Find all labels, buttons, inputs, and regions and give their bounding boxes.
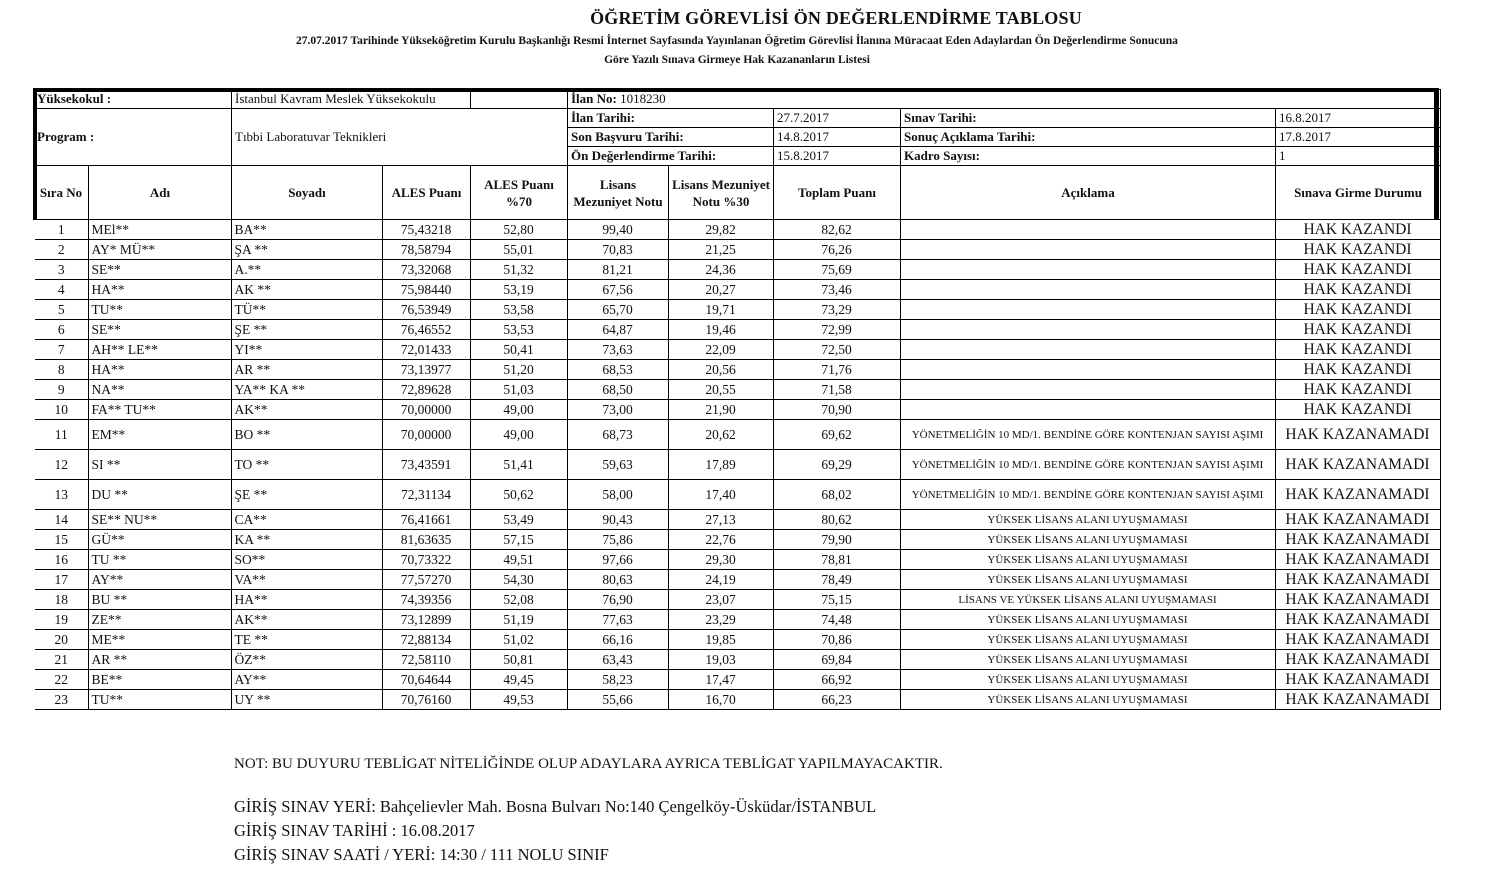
cell-ales70: 49,51	[470, 550, 567, 570]
cell-toplam: 75,69	[773, 260, 900, 280]
table-row	[35, 300, 1440, 320]
cell-aciklama	[900, 260, 1275, 280]
cell-adi: AH** LE**	[88, 340, 231, 360]
cell-soyadi: HA**	[231, 590, 382, 610]
cell-lisans30: 29,30	[668, 550, 773, 570]
cell-durum: HAK KAZANAMADI	[1275, 480, 1440, 510]
cell-lisans30: 27,13	[668, 510, 773, 530]
cell-ales: 70,76160	[382, 690, 470, 710]
col-header-aciklama: Açıklama	[901, 166, 1276, 220]
table-row	[35, 280, 1440, 300]
cell-lisans30: 22,76	[668, 530, 773, 550]
cell-aciklama	[900, 220, 1275, 240]
table-row	[35, 420, 1440, 450]
cell-durum: HAK KAZANDI	[1275, 260, 1440, 280]
table-row	[35, 480, 1440, 510]
cell-toplam: 69,84	[773, 650, 900, 670]
cell-soyadi: CA**	[231, 510, 382, 530]
cell-soyadi: TO **	[231, 450, 382, 480]
cell-toplam: 75,15	[773, 590, 900, 610]
cell-ales70: 49,45	[470, 670, 567, 690]
cell-soyadi: SO**	[231, 550, 382, 570]
cell-ales70: 49,00	[470, 420, 567, 450]
cell-ales: 72,88134	[382, 630, 470, 650]
col-header-ales70: ALES Puanı %70	[471, 166, 568, 220]
cell-lisans30: 23,07	[668, 590, 773, 610]
page-title: ÖĞRETİM GÖREVLİSİ ÖN DEĞERLENDİRME TABLOSU	[590, 8, 1082, 28]
cell-toplam: 71,76	[773, 360, 900, 380]
cell-soyadi: YI**	[231, 340, 382, 360]
cell-lisans: 76,90	[567, 590, 668, 610]
cell-ales70: 57,15	[470, 530, 567, 550]
on-degerlendirme-label: Ön Değerlendirme Tarihi:	[568, 147, 774, 166]
cell-adi: SI **	[88, 450, 231, 480]
cell-adi: AY**	[88, 570, 231, 590]
cell-durum: HAK KAZANDI	[1275, 300, 1440, 320]
table-row	[35, 550, 1440, 570]
cell-ales70: 54,30	[470, 570, 567, 590]
cell-lisans30: 21,90	[668, 400, 773, 420]
cell-adi: GÜ**	[88, 530, 231, 550]
cell-soyadi: AK**	[231, 610, 382, 630]
cell-durum: HAK KAZANAMADI	[1275, 510, 1440, 530]
table-row	[35, 380, 1440, 400]
cell-aciklama: YÖNETMELİĞİN 10 MD/1. BENDİNE GÖRE KONTENJAN SAYISI AŞIMI	[900, 420, 1275, 450]
cell-ales70: 51,32	[470, 260, 567, 280]
cell-sira: 14	[35, 510, 88, 530]
cell-toplam: 74,48	[773, 610, 900, 630]
cell-lisans: 73,00	[567, 400, 668, 420]
cell-ales: 70,00000	[382, 400, 470, 420]
son-basvuru-label: Son Başvuru Tarihi:	[568, 128, 774, 147]
cell-sira: 22	[35, 670, 88, 690]
cell-lisans: 64,87	[567, 320, 668, 340]
cell-toplam: 71,58	[773, 380, 900, 400]
cell-durum: HAK KAZANDI	[1275, 400, 1440, 420]
cell-ales70: 52,80	[470, 220, 567, 240]
cell-durum: HAK KAZANDI	[1275, 320, 1440, 340]
cell-soyadi: UY **	[231, 690, 382, 710]
cell-soyadi: VA**	[231, 570, 382, 590]
cell-aciklama: YÖNETMELİĞİN 10 MD/1. BENDİNE GÖRE KONTENJAN SAYISI AŞIMI	[900, 480, 1275, 510]
cell-soyadi: KA **	[231, 530, 382, 550]
cell-sira: 18	[35, 590, 88, 610]
sonuc-label: Sonuç Açıklama Tarihi:	[901, 128, 1276, 147]
footer-exam-date: GİRİŞ SINAV TARİHİ : 16.08.2017	[234, 821, 475, 840]
cell-lisans30: 19,71	[668, 300, 773, 320]
cell-lisans: 67,56	[567, 280, 668, 300]
cell-ales70: 49,53	[470, 690, 567, 710]
cell-ales: 76,46552	[382, 320, 470, 340]
cell-ales: 75,98440	[382, 280, 470, 300]
cell-durum: HAK KAZANAMADI	[1275, 420, 1440, 450]
table-row	[35, 530, 1440, 550]
cell-soyadi: ŞA **	[231, 240, 382, 260]
sonuc-value: 17.8.2017	[1276, 128, 1441, 147]
cell-lisans30: 19,46	[668, 320, 773, 340]
candidates-table	[35, 220, 1441, 710]
info-header-table	[33, 89, 1441, 220]
cell-sira: 6	[35, 320, 88, 340]
cell-ales: 81,63635	[382, 530, 470, 550]
cell-toplam: 80,62	[773, 510, 900, 530]
cell-adi: ME**	[88, 630, 231, 650]
cell-soyadi: AK**	[231, 400, 382, 420]
cell-adi: TU**	[88, 690, 231, 710]
cell-sira: 9	[35, 380, 88, 400]
cell-toplam: 70,86	[773, 630, 900, 650]
cell-aciklama	[900, 300, 1275, 320]
cell-ales: 73,32068	[382, 260, 470, 280]
cell-adi: SE**	[88, 320, 231, 340]
cell-adi: AY* MÜ**	[88, 240, 231, 260]
cell-adi: SE** NU**	[88, 510, 231, 530]
cell-soyadi: AY**	[231, 670, 382, 690]
kadro-value: 1	[1276, 147, 1441, 166]
cell-lisans: 65,70	[567, 300, 668, 320]
cell-aciklama: YÖNETMELİĞİN 10 MD/1. BENDİNE GÖRE KONTENJAN SAYISI AŞIMI	[900, 450, 1275, 480]
cell-ales70: 51,02	[470, 630, 567, 650]
yuksekokul-value: İstanbul Kavram Meslek Yüksekokulu	[232, 90, 471, 109]
cell-durum: HAK KAZANAMADI	[1275, 570, 1440, 590]
cell-ales: 73,43591	[382, 450, 470, 480]
cell-lisans: 68,50	[567, 380, 668, 400]
cell-adi: HA**	[88, 280, 231, 300]
cell-toplam: 68,02	[773, 480, 900, 510]
cell-lisans30: 24,36	[668, 260, 773, 280]
table-row	[35, 450, 1440, 480]
cell-ales70: 50,81	[470, 650, 567, 670]
table-row	[35, 400, 1440, 420]
cell-lisans30: 20,62	[668, 420, 773, 450]
cell-sira: 5	[35, 300, 88, 320]
cell-toplam: 69,29	[773, 450, 900, 480]
cell-lisans: 58,00	[567, 480, 668, 510]
cell-sira: 4	[35, 280, 88, 300]
cell-soyadi: TÜ**	[231, 300, 382, 320]
cell-durum: HAK KAZANDI	[1275, 280, 1440, 300]
cell-lisans: 97,66	[567, 550, 668, 570]
cell-ales70: 51,03	[470, 380, 567, 400]
cell-lisans30: 17,47	[668, 670, 773, 690]
cell-ales70: 53,58	[470, 300, 567, 320]
cell-lisans30: 20,27	[668, 280, 773, 300]
cell-lisans30: 29,82	[668, 220, 773, 240]
ilan-no-label: İlan No:	[571, 91, 617, 106]
table-row	[35, 260, 1440, 280]
cell-soyadi: ŞE **	[231, 320, 382, 340]
cell-durum: HAK KAZANAMADI	[1275, 650, 1440, 670]
sinav-tarihi-label: Sınav Tarihi:	[901, 109, 1276, 128]
cell-ales: 72,31134	[382, 480, 470, 510]
cell-aciklama	[900, 240, 1275, 260]
cell-aciklama: YÜKSEK LİSANS ALANI UYUŞMAMASI	[900, 510, 1275, 530]
cell-ales70: 53,53	[470, 320, 567, 340]
cell-durum: HAK KAZANDI	[1275, 360, 1440, 380]
cell-soyadi: AK **	[231, 280, 382, 300]
cell-ales70: 49,00	[470, 400, 567, 420]
cell-lisans30: 20,56	[668, 360, 773, 380]
cell-sira: 12	[35, 450, 88, 480]
cell-soyadi: TE **	[231, 630, 382, 650]
cell-aciklama: YÜKSEK LİSANS ALANI UYUŞMAMASI	[900, 650, 1275, 670]
cell-lisans: 90,43	[567, 510, 668, 530]
cell-ales: 72,58110	[382, 650, 470, 670]
cell-toplam: 70,90	[773, 400, 900, 420]
cell-lisans: 68,73	[567, 420, 668, 450]
cell-soyadi: BO **	[231, 420, 382, 450]
cell-lisans: 99,40	[567, 220, 668, 240]
yuksekokul-label: Yüksekokul :	[34, 90, 232, 109]
cell-adi: FA** TU**	[88, 400, 231, 420]
cell-soyadi: ŞE **	[231, 480, 382, 510]
cell-lisans: 68,53	[567, 360, 668, 380]
cell-sira: 23	[35, 690, 88, 710]
cell-sira: 15	[35, 530, 88, 550]
cell-aciklama	[900, 320, 1275, 340]
table-row	[35, 510, 1440, 530]
cell-toplam: 79,90	[773, 530, 900, 550]
cell-aciklama: YÜKSEK LİSANS ALANI UYUŞMAMASI	[900, 630, 1275, 650]
cell-durum: HAK KAZANAMADI	[1275, 590, 1440, 610]
empty-cell	[471, 90, 568, 109]
son-basvuru-value: 14.8.2017	[774, 128, 901, 147]
cell-lisans: 66,16	[567, 630, 668, 650]
cell-ales: 72,89628	[382, 380, 470, 400]
cell-toplam: 69,62	[773, 420, 900, 450]
cell-lisans: 70,83	[567, 240, 668, 260]
col-header-toplam: Toplam Puanı	[774, 166, 901, 220]
footer-exam-time: GİRİŞ SINAV SAATİ / YERİ: 14:30 / 111 NOLU SINIF	[234, 845, 609, 864]
program-label: Program :	[34, 109, 232, 166]
cell-durum: HAK KAZANDI	[1275, 380, 1440, 400]
cell-toplam: 73,29	[773, 300, 900, 320]
cell-adi: MEl**	[88, 220, 231, 240]
cell-adi: TU**	[88, 300, 231, 320]
ilan-tarihi-value: 27.7.2017	[774, 109, 901, 128]
table-row	[35, 630, 1440, 650]
cell-sira: 19	[35, 610, 88, 630]
cell-sira: 11	[35, 420, 88, 450]
cell-sira: 1	[35, 220, 88, 240]
cell-ales70: 51,19	[470, 610, 567, 630]
col-header-lisans: Lisans Mezuniyet Notu	[568, 166, 669, 220]
cell-soyadi: AR **	[231, 360, 382, 380]
ilan-no-value: 1018230	[620, 91, 666, 106]
cell-aciklama	[900, 400, 1275, 420]
cell-toplam: 76,26	[773, 240, 900, 260]
cell-lisans30: 21,25	[668, 240, 773, 260]
cell-adi: NA**	[88, 380, 231, 400]
cell-sira: 13	[35, 480, 88, 510]
cell-lisans30: 24,19	[668, 570, 773, 590]
col-header-lisans30: Lisans Mezuniyet Notu %30	[669, 166, 774, 220]
table-row	[35, 240, 1440, 260]
cell-aciklama: LİSANS VE YÜKSEK LİSANS ALANI UYUŞMAMASI	[900, 590, 1275, 610]
cell-aciklama	[900, 340, 1275, 360]
cell-durum: HAK KAZANDI	[1275, 340, 1440, 360]
cell-toplam: 78,81	[773, 550, 900, 570]
footer-exam-place: GİRİŞ SINAV YERİ: Bahçelievler Mah. Bosna Bulvarı No:140 Çengelköy-Üsküdar/İSTANBUL	[234, 797, 877, 816]
cell-aciklama: YÜKSEK LİSANS ALANI UYUŞMAMASI	[900, 690, 1275, 710]
cell-durum: HAK KAZANAMADI	[1275, 610, 1440, 630]
cell-lisans30: 19,03	[668, 650, 773, 670]
cell-sira: 8	[35, 360, 88, 380]
cell-adi: BE**	[88, 670, 231, 690]
cell-ales: 74,39356	[382, 590, 470, 610]
cell-adi: TU **	[88, 550, 231, 570]
table-row	[35, 590, 1440, 610]
sinav-tarihi-value: 16.8.2017	[1276, 109, 1441, 128]
cell-adi: HA**	[88, 360, 231, 380]
cell-ales: 70,00000	[382, 420, 470, 450]
cell-ales70: 50,62	[470, 480, 567, 510]
table-row	[35, 220, 1440, 240]
cell-soyadi: A.**	[231, 260, 382, 280]
cell-aciklama	[900, 360, 1275, 380]
cell-durum: HAK KAZANAMADI	[1275, 530, 1440, 550]
cell-ales: 70,73322	[382, 550, 470, 570]
cell-ales: 77,57270	[382, 570, 470, 590]
cell-durum: HAK KAZANAMADI	[1275, 670, 1440, 690]
cell-lisans30: 22,09	[668, 340, 773, 360]
cell-ales: 72,01433	[382, 340, 470, 360]
cell-sira: 7	[35, 340, 88, 360]
cell-sira: 21	[35, 650, 88, 670]
cell-lisans: 80,63	[567, 570, 668, 590]
cell-durum: HAK KAZANDI	[1275, 240, 1440, 260]
program-value: Tıbbi Laboratuvar Teknikleri	[232, 109, 568, 166]
table-row	[35, 670, 1440, 690]
cell-ales: 78,58794	[382, 240, 470, 260]
cell-ales70: 50,41	[470, 340, 567, 360]
cell-durum: HAK KAZANAMADI	[1275, 690, 1440, 710]
cell-ales70: 53,19	[470, 280, 567, 300]
cell-lisans: 81,21	[567, 260, 668, 280]
cell-aciklama	[900, 380, 1275, 400]
cell-lisans30: 17,40	[668, 480, 773, 510]
on-degerlendirme-value: 15.8.2017	[774, 147, 901, 166]
cell-lisans30: 20,55	[668, 380, 773, 400]
cell-ales: 70,64644	[382, 670, 470, 690]
cell-ales70: 51,20	[470, 360, 567, 380]
table-row	[35, 340, 1440, 360]
table-row	[35, 610, 1440, 630]
cell-ales: 76,53949	[382, 300, 470, 320]
cell-lisans: 59,63	[567, 450, 668, 480]
page-subtitle-line1: 27.07.2017 Tarihinde Yükseköğretim Kurulu Başkanlığı Resmi İnternet Sayfasında Yayınlanan Öğretim Görevlisi İlanına Müracaat Eden Adaylardan Ön Değerlendirme Sonucuna	[296, 35, 1178, 47]
cell-soyadi: ÖZ**	[231, 650, 382, 670]
page-subtitle-line2: Göre Yazılı Sınava Girmeye Hak Kazananların Listesi	[604, 54, 870, 66]
cell-aciklama: YÜKSEK LİSANS ALANI UYUŞMAMASI	[900, 670, 1275, 690]
cell-sira: 10	[35, 400, 88, 420]
cell-adi: BU **	[88, 590, 231, 610]
col-header-durum: Sınava Girme Durumu	[1276, 166, 1441, 220]
cell-ales70: 55,01	[470, 240, 567, 260]
cell-lisans: 77,63	[567, 610, 668, 630]
cell-durum: HAK KAZANAMADI	[1275, 550, 1440, 570]
cell-aciklama: YÜKSEK LİSANS ALANI UYUŞMAMASI	[900, 610, 1275, 630]
cell-ales: 76,41661	[382, 510, 470, 530]
cell-aciklama: YÜKSEK LİSANS ALANI UYUŞMAMASI	[900, 530, 1275, 550]
cell-soyadi: BA**	[231, 220, 382, 240]
table-row	[35, 570, 1440, 590]
cell-toplam: 82,62	[773, 220, 900, 240]
cell-ales: 73,12899	[382, 610, 470, 630]
cell-lisans: 55,66	[567, 690, 668, 710]
cell-aciklama: YÜKSEK LİSANS ALANI UYUŞMAMASI	[900, 570, 1275, 590]
kadro-label: Kadro Sayısı:	[901, 147, 1276, 166]
ilan-tarihi-label: İlan Tarihi:	[568, 109, 774, 128]
cell-adi: EM**	[88, 420, 231, 450]
cell-ales70: 51,41	[470, 450, 567, 480]
cell-sira: 16	[35, 550, 88, 570]
table-row	[35, 320, 1440, 340]
cell-adi: SE**	[88, 260, 231, 280]
cell-sira: 20	[35, 630, 88, 650]
cell-sira: 17	[35, 570, 88, 590]
cell-toplam: 66,23	[773, 690, 900, 710]
cell-durum: HAK KAZANAMADI	[1275, 450, 1440, 480]
cell-toplam: 66,92	[773, 670, 900, 690]
cell-sira: 2	[35, 240, 88, 260]
cell-ales: 73,13977	[382, 360, 470, 380]
col-header-ales: ALES Puanı	[383, 166, 471, 220]
footer-note: NOT: BU DUYURU TEBLİGAT NİTELİĞİNDE OLUP ADAYLARA AYRICA TEBLİGAT YAPILMAYACAKTIR.	[234, 756, 943, 772]
cell-lisans: 58,23	[567, 670, 668, 690]
cell-lisans30: 16,70	[668, 690, 773, 710]
table-row	[35, 360, 1440, 380]
cell-adi: AR **	[88, 650, 231, 670]
cell-ales70: 53,49	[470, 510, 567, 530]
cell-lisans30: 19,85	[668, 630, 773, 650]
cell-adi: ZE**	[88, 610, 231, 630]
ilan-no	[568, 90, 1441, 109]
cell-lisans: 73,63	[567, 340, 668, 360]
cell-ales70: 52,08	[470, 590, 567, 610]
table-row	[35, 690, 1440, 710]
cell-ales: 75,43218	[382, 220, 470, 240]
cell-toplam: 72,99	[773, 320, 900, 340]
cell-sira: 3	[35, 260, 88, 280]
cell-toplam: 78,49	[773, 570, 900, 590]
col-header-adi: Adı	[89, 166, 232, 220]
table-row	[35, 650, 1440, 670]
cell-soyadi: YA** KA **	[231, 380, 382, 400]
cell-aciklama	[900, 280, 1275, 300]
cell-lisans: 75,86	[567, 530, 668, 550]
cell-lisans: 63,43	[567, 650, 668, 670]
cell-durum: HAK KAZANDI	[1275, 220, 1440, 240]
cell-aciklama: YÜKSEK LİSANS ALANI UYUŞMAMASI	[900, 550, 1275, 570]
cell-adi: DU **	[88, 480, 231, 510]
col-header-sira: Sıra No	[34, 166, 89, 220]
cell-lisans30: 23,29	[668, 610, 773, 630]
cell-durum: HAK KAZANAMADI	[1275, 630, 1440, 650]
cell-toplam: 72,50	[773, 340, 900, 360]
cell-toplam: 73,46	[773, 280, 900, 300]
cell-lisans30: 17,89	[668, 450, 773, 480]
col-header-soyadi: Soyadı	[232, 166, 383, 220]
